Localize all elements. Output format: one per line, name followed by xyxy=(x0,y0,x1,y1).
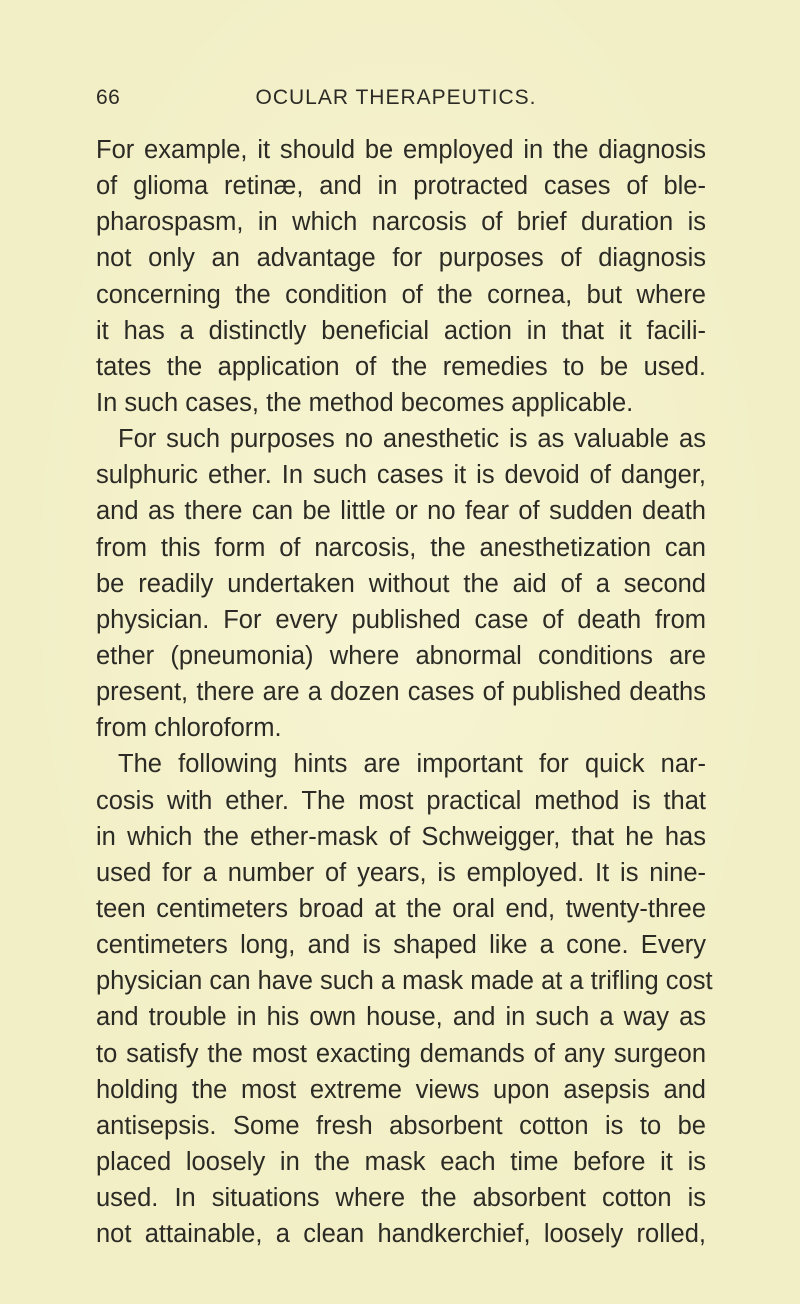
page-header xyxy=(96,86,696,116)
text-line: and as there can be little or no fear of sudden death xyxy=(96,497,706,526)
text-line: of glioma retinæ, and in protracted cases of ble- xyxy=(96,172,706,201)
text-line: physician. For every published case of death from xyxy=(96,605,706,634)
page-number: 66 xyxy=(96,86,121,109)
text-line: in which the ether-mask of Schweigger, that he has xyxy=(96,822,706,851)
text-line: not attainable, a clean handkerchief, loosely rolled, xyxy=(96,1220,706,1249)
text-line: not only an advantage for purposes of diagnosis xyxy=(96,244,706,273)
text-line: For such purposes no anesthetic is as valuable as xyxy=(118,425,706,454)
text-line: present, there are a dozen cases of published deaths xyxy=(96,678,706,707)
text-line: used for a number of years, is employed. It is nine- xyxy=(96,858,706,887)
text-line: used. In situations where the absorbent cotton is xyxy=(96,1184,706,1213)
text-line: teen centimeters broad at the oral end, twenty-three xyxy=(96,894,706,923)
text-line: placed loosely in the mask each time before it is xyxy=(96,1147,706,1176)
text-line: holding the most extreme views upon asepsis and xyxy=(96,1075,706,1104)
text-line: it has a distinctly beneficial action in that it facili- xyxy=(96,316,706,345)
text-line: concerning the condition of the cornea, but where xyxy=(96,280,706,309)
body-text xyxy=(96,132,713,1252)
text-line: centimeters long, and is shaped like a cone. Every xyxy=(96,931,706,960)
text-line: In such cases, the method becomes applicable. xyxy=(96,388,634,417)
text-line: from this form of narcosis, the anesthetization can xyxy=(96,533,706,562)
text-line: tates the application of the remedies to be used. xyxy=(96,352,706,381)
text-line: cosis with ether. The most practical method is that xyxy=(96,786,706,815)
running-title: OCULAR THERAPEUTICS. xyxy=(255,86,537,109)
text-line: sulphuric ether. In such cases it is devoid of danger, xyxy=(96,461,706,490)
text-line: to satisfy the most exacting demands of any surgeon xyxy=(96,1039,706,1068)
text-line: antisepsis. Some fresh absorbent cotton is to be xyxy=(96,1111,706,1140)
text-line: be readily undertaken without the aid of a second xyxy=(96,569,706,598)
text-line: and trouble in his own house, and in such a way as xyxy=(96,1003,706,1032)
text-line: For example, it should be employed in the diagnosis xyxy=(96,136,706,164)
text-line: ether (pneumonia) where abnormal conditions are xyxy=(96,641,706,670)
text-line: The following hints are important for quick nar- xyxy=(118,750,706,779)
text-line: pharospasm, in which narcosis of brief duration is xyxy=(96,208,706,237)
text-line: from chloroform. xyxy=(96,714,282,743)
text-line: physician can have such a mask made at a trifling cost xyxy=(96,967,713,996)
